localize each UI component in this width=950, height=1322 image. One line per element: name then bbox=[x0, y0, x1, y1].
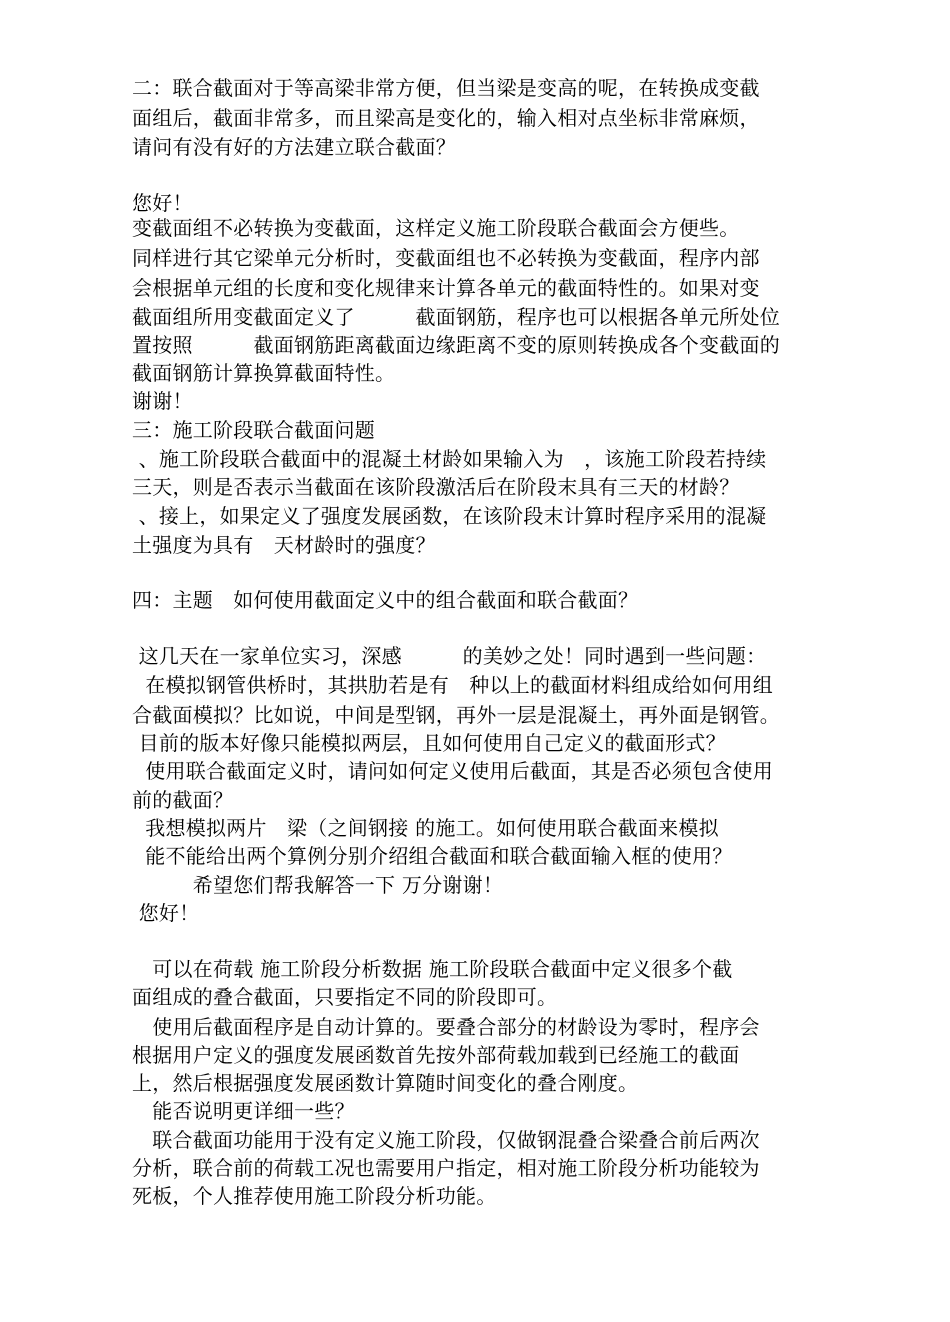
line-text: 截面钢筋计算换算截面特性。 bbox=[132, 361, 396, 385]
line-text: 能不能给出两个算例分别介绍组合截面和联合截面输入框的使用？ bbox=[132, 844, 733, 868]
line-text: 置按照 截面钢筋距离截面边缘距离不变的原则转换成各个变截面的 bbox=[132, 333, 780, 357]
line-text: 联合截面功能用于没有定义施工阶段，仅做钢混叠合梁叠合前后两次 bbox=[132, 1128, 760, 1152]
text-line bbox=[132, 243, 760, 273]
text-line bbox=[132, 898, 199, 928]
text-line bbox=[132, 1068, 638, 1098]
line-text: 面组成的叠合截面，只要指定不同的阶段即可。 bbox=[132, 985, 558, 1009]
text-line bbox=[132, 954, 732, 984]
line-text: 谢谢！ bbox=[132, 389, 193, 413]
text-line bbox=[132, 132, 456, 162]
line-text: 我想模拟两片 梁（之间钢接 的施工。如何使用联合截面来模拟 bbox=[132, 816, 719, 840]
text-line bbox=[132, 103, 760, 133]
text-line bbox=[132, 813, 719, 843]
text-line bbox=[132, 756, 773, 786]
line-text: 截面组所用变截面定义了 截面钢筋，程序也可以根据各单元所处位 bbox=[132, 305, 780, 329]
text-line bbox=[132, 670, 773, 700]
text-line bbox=[132, 273, 760, 303]
line-text: 使用联合截面定义时，请问如何定义使用后截面，其是否必须包含使用 bbox=[132, 759, 773, 783]
line-text: 会根据单元组的长度和变化规律来计算各单元的截面特性的。如果对变 bbox=[132, 276, 760, 300]
line-text: 能否说明更详细一些？ bbox=[132, 1099, 355, 1123]
text-line bbox=[132, 785, 233, 815]
text-line bbox=[132, 1012, 760, 1042]
text-line bbox=[132, 472, 740, 502]
text-line bbox=[132, 870, 503, 900]
line-text: 面组后，截面非常多，而且梁高是变化的，输入相对点坐标非常麻烦， bbox=[132, 106, 760, 130]
text-line bbox=[132, 728, 726, 758]
text-line bbox=[132, 73, 760, 103]
line-text: 三天，则是否表示当截面在该阶段激活后在阶段末具有三天的材龄？ bbox=[132, 475, 740, 499]
line-text: 合截面模拟？比如说，中间是型钢，再外一层是混凝土，再外面是钢管。 bbox=[132, 703, 780, 727]
line-text: 这几天在一家单位实习，深感 的美妙之处！同时遇到一些问题： bbox=[132, 644, 767, 668]
text-line bbox=[132, 386, 193, 416]
line-text: 同样进行其它梁单元分析时，变截面组也不必转换为变截面，程序内部 bbox=[132, 246, 760, 270]
line-text: 四：主题 如何使用截面定义中的组合截面和联合截面？ bbox=[132, 588, 639, 612]
text-line bbox=[132, 841, 732, 871]
line-text: 请问有没有好的方法建立联合截面？ bbox=[132, 135, 456, 159]
line-text: 前的截面？ bbox=[132, 788, 234, 812]
line-text: 可以在荷载 施工阶段分析数据 施工阶段联合截面中定义很多个截 bbox=[132, 957, 733, 981]
line-text: 您好！ bbox=[132, 191, 193, 215]
line-text: 目前的版本好像只能模拟两层，且如何使用自己定义的截面形式？ bbox=[132, 731, 726, 755]
text-line bbox=[132, 501, 766, 531]
line-text: 二：联合截面对于等高梁非常方便，但当梁是变高的呢，在转换成变截 bbox=[132, 76, 760, 100]
text-line bbox=[132, 1153, 760, 1183]
text-line bbox=[132, 1125, 760, 1155]
text-line bbox=[132, 1096, 355, 1126]
line-text: 上，然后根据强度发展函数计算随时间变化的叠合刚度。 bbox=[132, 1071, 639, 1095]
text-line bbox=[132, 358, 395, 388]
line-text: 使用后截面程序是自动计算的。要叠合部分的材龄设为零时，程序会 bbox=[132, 1015, 760, 1039]
line-text: 变截面组不必转换为变截面，这样定义施工阶段联合截面会方便些。 bbox=[132, 216, 740, 240]
text-line bbox=[132, 415, 375, 445]
line-text: 希望您们帮我解答一下 万分谢谢！ bbox=[132, 873, 504, 897]
text-line bbox=[132, 700, 780, 730]
text-line bbox=[132, 641, 766, 671]
text-line bbox=[132, 585, 638, 615]
text-line bbox=[132, 330, 780, 360]
text-line bbox=[132, 1040, 740, 1070]
line-text: 三：施工阶段联合截面问题 bbox=[132, 418, 375, 442]
text-line bbox=[132, 302, 780, 332]
line-text: 死板，个人推荐使用施工阶段分析功能。 bbox=[132, 1184, 497, 1208]
text-line bbox=[132, 530, 436, 560]
text-line bbox=[132, 213, 740, 243]
line-text: 、施工阶段联合截面中的混凝土材龄如果输入为 ，该施工阶段若持续 bbox=[132, 447, 767, 471]
line-text: 根据用户定义的强度发展函数首先按外部荷载加载到已经施工的截面 bbox=[132, 1043, 740, 1067]
line-text: 您好！ bbox=[132, 901, 200, 925]
line-text: 在模拟钢管供桥时，其拱肋若是有 种以上的截面材料组成给如何用组 bbox=[132, 673, 773, 697]
text-line bbox=[132, 1181, 497, 1211]
text-line bbox=[132, 444, 766, 474]
text-line bbox=[132, 982, 557, 1012]
line-text: 分析，联合前的荷载工况也需要用户指定，相对施工阶段分析功能较为 bbox=[132, 1156, 760, 1180]
line-text: 土强度为具有 天材龄时的强度？ bbox=[132, 533, 436, 557]
line-text: 、接上，如果定义了强度发展函数，在该阶段末计算时程序采用的混凝 bbox=[132, 504, 767, 528]
